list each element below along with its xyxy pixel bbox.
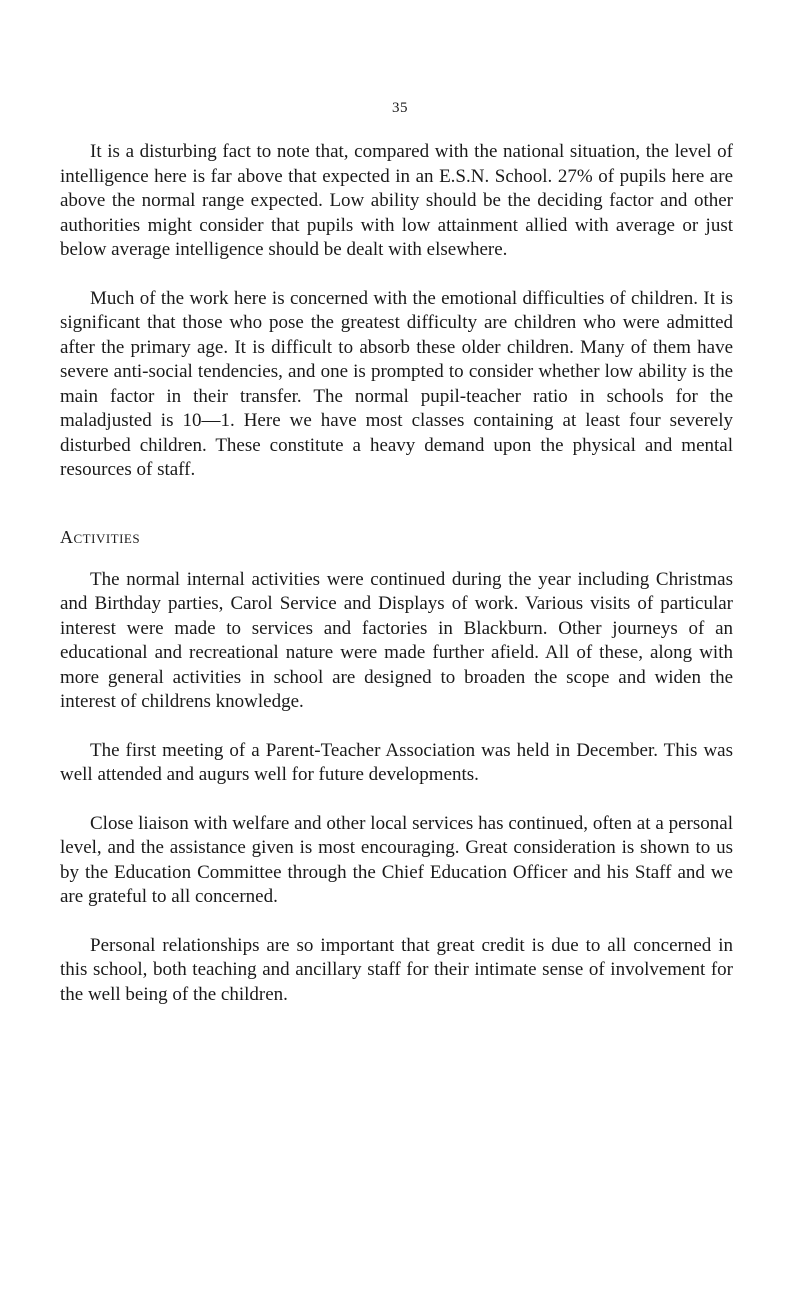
page-content	[60, 140, 733, 1031]
paragraph-internal-activities: The normal internal activities were continued during the year including Christmas and Birthday parties, Carol Service and Displays of work. Various visits of particular interest were made to services and factories in Blackburn. Other journeys of an educational and recreational nature were made further afield. All of these, along with more general activities in school are designed to broaden the scope and widen the interest of childrens knowledge.	[60, 568, 733, 712]
page-number: 35	[392, 100, 408, 116]
paragraph-liaison: Close liaison with welfare and other local services has continued, often at a personal level, and the assistance given is most encouraging. Great consideration is shown to us by the Education Committee through the Chief Education Officer and his Staff and we are grateful to all concerned.	[60, 812, 733, 907]
section-heading-activities: Activities	[60, 526, 141, 547]
paragraph-personal-relationships: Personal relationships are so important that great credit is due to all concerned in this school, both teaching and ancillary staff for their intimate sense of involvement for the well being of the children.	[60, 934, 733, 1005]
paragraph-intelligence: It is a disturbing fact to note that, compared with the national situation, the level of intelligence here is far above that expected in an E.S.N. School. 27% of pupils here are above the normal range expected. Low ability should be the deciding factor and other authorities might consider that pupils with low attainment allied with average or just below average intelligence should be dealt with elsewhere.	[60, 141, 733, 260]
paragraph-emotional-difficulties: Much of the work here is concerned with the emotional difficulties of children. It is significant that those who pose the greatest difficulty are children who were admitted after the primary age. It is difficult to absorb these older children. Many of them have severe anti-social tendencies, and one is prompted to consider whether low ability is the main factor in their transfer. The normal pupil-teacher ratio in schools for the maladjusted is 10—1. Here we have most classes containing at least four severely disturbed children. These constitute a heavy demand upon the physical and mental resources of staff.	[60, 287, 733, 480]
paragraph-parent-teacher-association: The first meeting of a Parent-Teacher Association was held in December. This was well attended and augurs well for future developments.	[60, 739, 733, 785]
